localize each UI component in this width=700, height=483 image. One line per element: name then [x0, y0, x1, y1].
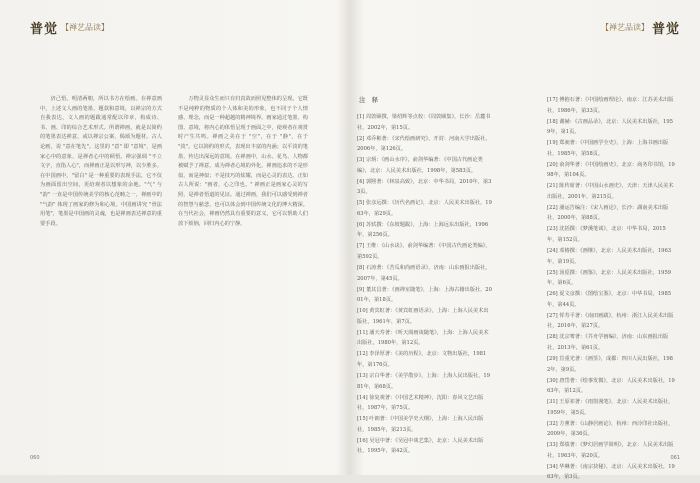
footnote-item: [18] 谢赫：《古画品录》，北京：人民美术出版社，1959年，第1页。 [547, 118, 673, 136]
footnote-item: [20] 俞剑华著：《中国绘画史》，北京：商务印书馆，1998年，第104页。 [547, 161, 675, 179]
section-title: 【禅艺品读】 [600, 23, 649, 32]
footnote-item: [8] 石涛著：《苦瓜和尚画语录》，济南：山东画报出版社，2007年，第45页。 [357, 265, 491, 282]
body-column-1 [40, 95, 162, 443]
section-title: 【禅艺品读】 [61, 23, 110, 32]
footnote-item: [31] 王原祁著：《雨窗漫笔》，北京：人民美术出版社，1959年，第5页。 [547, 399, 674, 416]
footnote-item: [22] 潘运告编注：《宋人画论》，长沙：湖南美术出版社，2000年，第88页。 [547, 204, 669, 222]
footnote-item: [27] 恽寿平著：《南田画跋》，杭州：浙江人民美术出版社，2016年，第27页。 [547, 312, 674, 330]
footnote-item: [19] 郑昶著：《中国画学全史》，上海：上海书画出版社，1985年，第58页。 [547, 140, 669, 157]
footnote-item: [16] 吴冠中著：《吴冠中谈艺集》，北京：人民美术出版社，1995年，第42页。 [357, 437, 484, 455]
page-number: 061 [670, 455, 680, 461]
footnote-item: [25] 汤垕撰：《画鉴》，北京：人民美术出版社，1959年，第6页。 [547, 269, 672, 287]
page-number: 060 [30, 455, 40, 461]
footnote-item: [11] 潘天寿著：《听天阁画谈随笔》，上海：上海人民美术出版社，1980年，第12页。 [357, 329, 489, 347]
running-head [601, 18, 680, 37]
journal-logo: 普觉 [30, 22, 59, 37]
footnote-item: [10] 黄宾虹著：《黄宾虹画语录》，上海：上海人民美术出版社，1961年，第7页。 [357, 308, 489, 325]
notes-heading: 注 释 [359, 96, 381, 104]
footnote-item: [3] 宗炳：《画山水序》，俞剑华编著：《中国古代画论类编》，北京：人民美术出版社，1998年，第583页。 [357, 157, 483, 174]
footnote-item: [17] 傅抱石著：《中国绘画理论》，南京：江苏美术出版社，1986年，第33页。 [547, 97, 674, 114]
footnote-item: [12] 李泽厚著：《美的历程》，北京：文物出版社，1981年，第176页。 [357, 351, 487, 368]
footnote-item: [1] 周敦颐撰，梁绍辉等点校：《周敦颐集》，长沙：岳麓书社，2002年，第15页。 [357, 114, 491, 131]
footnote-item: [33] 郑绩著：《梦幻居画学简明》，北京：人民美术出版社，1963年，第20页。 [547, 442, 674, 459]
footnote-item: [34] 华琳著：《南宗抉秘》，北京：人民美术出版社，1963年，第3页。 [547, 463, 675, 481]
body-text: 济己悟。明清两朝，所以书方在绘画。在禅意画中，上述文人画的笔墨、题款和意境，以禅宗的方式自我表达，文人画的题跋通常配以印章，构成诗、书、画、印的综合艺术形式。所谓禅画，就是以简约的笔墨表达禅意，或以禅宗公案、偈颂为题材。古人论画，说 "意在笔先"。这里的 "意" 即 "意境"，是画家心中的意象，是禅者心中的顿悟。禅宗强调 "不立文字，直指人心"，而禅画正是以形写神，以少胜多。在中国画中，"留白" 是一种重要的表现手法，它不仅为画面留出空间，更给观者以想象的余地。"气" 与 "韵" 一直是中国传统美学的核心范畴之一，禅画中的 "气韵" 体现了画家的修为和心境。中国画讲究 "骨法用笔"，笔墨是中国画的灵魂，也是禅画表达禅意的重要手段。 [40, 96, 162, 227]
journal-logo: 普觉 [651, 22, 680, 37]
running-head [30, 18, 109, 37]
body-column-2 [178, 95, 308, 443]
footnote-item: [24] 邓椿撰：《画继》，北京：人民美术出版社，1963年，第19页。 [547, 248, 672, 265]
footnote-item: [28] 沈宗骞著：《芥舟学画编》，济南：山东画报出版社，2013年，第61页。 [547, 334, 669, 351]
footnote-item: [4] 郭熙著：《林泉高致》，北京：中华书局，2010年，第33页。 [357, 178, 492, 196]
footnote-item: [29] 笪重光著：《画筌》，成都：四川人民出版社，1982年，第9页。 [547, 355, 673, 373]
left-page [0, 0, 349, 475]
footnote-item: [15] 叶朗著：《中国美学史大纲》，上海：上海人民出版社，1985年，第213页。 [357, 416, 484, 433]
body-text: 万物灵显众生而只有归真故而照见整体的呈现。它既不是纯粹的物质的个人体和美的形象，也不同于个人情感、理念，而是一种超越的精神境界。画家通过笔墨、构图、意境，将内心的体悟呈现于画面之中，使观者在观赏时产生共鸣。禅画之美在于 "空"，在于 "静"，在于 "淡"。它以简约的形式，表现出丰富的内涵；以平淡的笔墨，传达出深远的意境。在禅画中，山水、花鸟、人物都被赋予了禅意，成为禅者心境的外化。禅画追求的不是形似，而是神似；不是技巧的炫耀，而是心灵的表达。正如古人所说："画者，心之印也。" 禅画正是画家心灵的写照，是禅者悟道的见证。通过禅画，我们可以感受到禅者的智慧与慈悲，也可以体会到中国传统文化的博大精深。在当代社会，禅画仍然具有重要的意义，它可以帮助人们放下烦恼，回归内心的宁静。 [178, 96, 308, 227]
footnote-item: [21] 陈传席著：《中国山水画史》，天津：天津人民美术出版社，2001年，第215页。 [547, 183, 674, 200]
footnote-item: [14] 徐复观著：《中国艺术精神》，沈阳：春风文艺出版社，1987年，第75页。 [357, 394, 484, 412]
footnote-item: [5] 张彦远撰：《历代名画记》，北京：人民美术出版社，1963年，第29页。 [357, 200, 492, 217]
footnote-item: [7] 王维：《山水诀》，俞剑华编著：《中国古代画论类编》，第592页。 [357, 243, 491, 261]
footnotes-list-1 [357, 112, 492, 455]
footnote-item: [13] 宗白华著：《美学散步》，上海：上海人民出版社，1981年，第68页。 [357, 372, 491, 390]
right-page [351, 0, 700, 481]
footnote-item: [32] 方薰著：《山静居画论》，杭州：西泠印社出版社，2009年，第36页。 [547, 420, 674, 438]
footnote-item: [2] 邓乔彬著：《宋代绘画研究》，开封：河南大学出版社，2006年，第126页。 [357, 135, 491, 153]
footnote-item: [26] 夏文彦撰：《图绘宝鉴》，北京：中华书局，1985年，第44页。 [547, 291, 672, 308]
footnote-item: [9] 董其昌著：《画禅室随笔》，上海：上海古籍出版社，2001年，第18页。 [357, 286, 492, 304]
footnote-item: [23] 沈括撰：《梦溪笔谈》，北京：中华书局，2015年，第152页。 [547, 226, 666, 244]
footnote-item: [30] 唐岱著：《绘事发微》，北京：人民美术出版社，1963年，第12页。 [547, 377, 675, 395]
footnote-item: [6] 苏轼撰：《东坡题跋》，上海：上海远东出版社，1996年，第256页。 [357, 221, 489, 239]
